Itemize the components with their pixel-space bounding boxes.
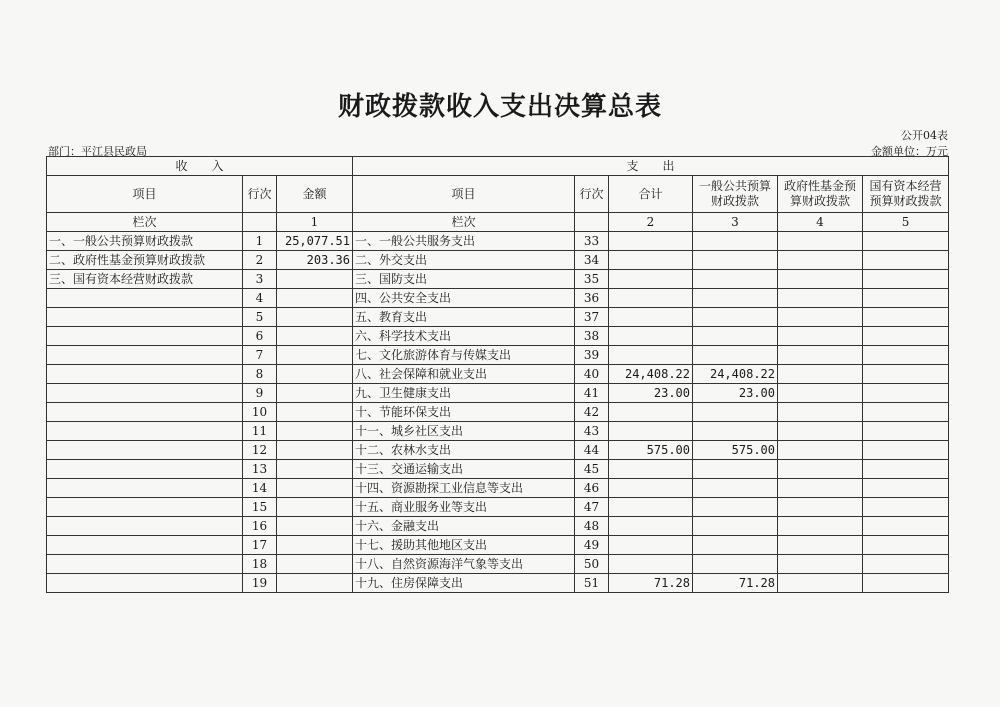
income-amount-cell — [277, 327, 353, 346]
gov-fund-cell — [778, 289, 863, 308]
total-cell: 71.28 — [609, 574, 693, 593]
expense-line-cell: 40 — [575, 365, 609, 384]
total-cell — [609, 479, 693, 498]
expense-item-cell: 六、科学技术支出 — [353, 327, 575, 346]
table-row — [47, 384, 949, 403]
gov-fund-cell — [778, 365, 863, 384]
general-budget-cell — [693, 422, 778, 441]
table-row — [47, 422, 949, 441]
table-row — [47, 289, 949, 308]
general-budget-cell: 24,408.22 — [693, 365, 778, 384]
expense-line-cell: 35 — [575, 270, 609, 289]
table-row — [47, 498, 949, 517]
table-row — [47, 308, 949, 327]
gov-fund-cell — [778, 555, 863, 574]
income-item-cell — [47, 460, 243, 479]
table-row — [47, 346, 949, 365]
unit-label: 金额单位：万元 — [871, 145, 948, 158]
state-capital-cell — [863, 346, 949, 365]
department-label: 部门：平江县民政局 — [48, 145, 147, 158]
income-amount-cell — [277, 403, 353, 422]
income-line-cell: 14 — [243, 479, 277, 498]
expense-item-cell: 五、教育支出 — [353, 308, 575, 327]
expense-line-cell: 48 — [575, 517, 609, 536]
state-capital-cell — [863, 251, 949, 270]
income-line-cell: 7 — [243, 346, 277, 365]
income-item-cell — [47, 517, 243, 536]
state-capital-header: 国有资本经营预算财政拨款 — [863, 176, 949, 213]
expense-item-cell: 三、国防支出 — [353, 270, 575, 289]
gov-fund-cell — [778, 403, 863, 422]
income-column-label: 栏次 — [47, 213, 243, 232]
expense-item-cell: 十八、自然资源海洋气象等支出 — [353, 555, 575, 574]
income-amount-cell — [277, 555, 353, 574]
column-index-5: 5 — [863, 213, 949, 232]
general-budget-cell — [693, 555, 778, 574]
income-line-cell: 16 — [243, 517, 277, 536]
column-header-row — [47, 176, 949, 213]
gov-fund-cell — [778, 441, 863, 460]
gov-fund-cell — [778, 384, 863, 403]
total-cell — [609, 270, 693, 289]
gov-fund-cell — [778, 460, 863, 479]
state-capital-cell — [863, 384, 949, 403]
gov-fund-cell — [778, 308, 863, 327]
general-budget-cell: 23.00 — [693, 384, 778, 403]
state-capital-cell — [863, 289, 949, 308]
income-item-cell — [47, 289, 243, 308]
general-budget-cell — [693, 251, 778, 270]
general-budget-header: 一般公共预算财政拨款 — [693, 176, 778, 213]
gov-fund-cell — [778, 498, 863, 517]
table-row — [47, 555, 949, 574]
income-amount-cell — [277, 460, 353, 479]
income-line-cell: 8 — [243, 365, 277, 384]
table-row — [47, 460, 949, 479]
income-item-cell — [47, 327, 243, 346]
general-budget-cell — [693, 289, 778, 308]
total-cell — [609, 403, 693, 422]
expense-item-cell: 十二、农林水支出 — [353, 441, 575, 460]
state-capital-cell — [863, 555, 949, 574]
state-capital-cell — [863, 479, 949, 498]
total-cell: 575.00 — [609, 441, 693, 460]
total-cell — [609, 232, 693, 251]
income-item-cell — [47, 403, 243, 422]
table-row — [47, 251, 949, 270]
table-row — [47, 365, 949, 384]
expense-header: 支 出 — [353, 157, 949, 176]
income-amount-cell — [277, 422, 353, 441]
income-line-cell: 1 — [243, 232, 277, 251]
income-amount-cell — [277, 365, 353, 384]
income-amount-cell — [277, 536, 353, 555]
table-row — [47, 270, 949, 289]
income-item-cell — [47, 365, 243, 384]
general-budget-cell — [693, 232, 778, 251]
total-cell — [609, 536, 693, 555]
total-header: 合计 — [609, 176, 693, 213]
expense-line-cell: 33 — [575, 232, 609, 251]
state-capital-cell — [863, 365, 949, 384]
income-line-header: 行次 — [243, 176, 277, 213]
income-item-cell — [47, 384, 243, 403]
income-amount-cell — [277, 517, 353, 536]
expense-item-cell: 十一、城乡社区支出 — [353, 422, 575, 441]
income-item-cell — [47, 479, 243, 498]
income-item-cell: 一、一般公共预算财政拨款 — [47, 232, 243, 251]
income-item-cell — [47, 574, 243, 593]
gov-fund-cell — [778, 479, 863, 498]
expense-line-cell: 34 — [575, 251, 609, 270]
income-item-cell — [47, 346, 243, 365]
expense-line-cell: 43 — [575, 422, 609, 441]
expense-item-cell: 十五、商业服务业等支出 — [353, 498, 575, 517]
income-line-cell: 18 — [243, 555, 277, 574]
expense-line-cell: 45 — [575, 460, 609, 479]
table-row — [47, 441, 949, 460]
gov-fund-cell — [778, 327, 863, 346]
income-line-cell: 11 — [243, 422, 277, 441]
income-item-cell: 二、政府性基金预算财政拨款 — [47, 251, 243, 270]
general-budget-cell — [693, 460, 778, 479]
expense-column-blank — [575, 213, 609, 232]
state-capital-cell — [863, 441, 949, 460]
expense-item-cell: 二、外交支出 — [353, 251, 575, 270]
state-capital-cell — [863, 327, 949, 346]
general-budget-cell — [693, 403, 778, 422]
income-line-cell: 2 — [243, 251, 277, 270]
general-budget-cell: 575.00 — [693, 441, 778, 460]
expense-item-cell: 十七、援助其他地区支出 — [353, 536, 575, 555]
state-capital-cell — [863, 308, 949, 327]
income-amount-header: 金额 — [277, 176, 353, 213]
income-line-cell: 19 — [243, 574, 277, 593]
income-amount-cell — [277, 308, 353, 327]
expense-line-header: 行次 — [575, 176, 609, 213]
expense-line-cell: 38 — [575, 327, 609, 346]
total-cell — [609, 517, 693, 536]
expense-line-cell: 46 — [575, 479, 609, 498]
income-line-cell: 12 — [243, 441, 277, 460]
gov-fund-header: 政府性基金预算财政拨款 — [778, 176, 863, 213]
income-item-cell — [47, 536, 243, 555]
gov-fund-cell — [778, 536, 863, 555]
income-line-cell: 9 — [243, 384, 277, 403]
column-index-4: 4 — [778, 213, 863, 232]
table-row — [47, 574, 949, 593]
expense-item-cell: 十四、资源勘探工业信息等支出 — [353, 479, 575, 498]
general-budget-cell: 71.28 — [693, 574, 778, 593]
expense-item-header: 项目 — [353, 176, 575, 213]
income-line-cell: 13 — [243, 460, 277, 479]
income-item-cell — [47, 441, 243, 460]
expense-line-cell: 49 — [575, 536, 609, 555]
income-amount-cell: 203.36 — [277, 251, 353, 270]
gov-fund-cell — [778, 270, 863, 289]
income-line-cell: 3 — [243, 270, 277, 289]
expense-column-label: 栏次 — [353, 213, 575, 232]
expense-line-cell: 50 — [575, 555, 609, 574]
gov-fund-cell — [778, 232, 863, 251]
total-cell — [609, 308, 693, 327]
total-cell — [609, 422, 693, 441]
expense-item-cell: 十九、住房保障支出 — [353, 574, 575, 593]
expense-line-cell: 39 — [575, 346, 609, 365]
general-budget-cell — [693, 517, 778, 536]
column-index-3: 3 — [693, 213, 778, 232]
general-budget-cell — [693, 270, 778, 289]
income-amount-cell — [277, 479, 353, 498]
income-amount-cell: 25,077.51 — [277, 232, 353, 251]
expense-line-cell: 36 — [575, 289, 609, 308]
state-capital-cell — [863, 498, 949, 517]
income-line-cell: 5 — [243, 308, 277, 327]
income-item-cell: 三、国有资本经营财政拨款 — [47, 270, 243, 289]
general-budget-cell — [693, 498, 778, 517]
income-amount-cell — [277, 270, 353, 289]
expense-line-cell: 44 — [575, 441, 609, 460]
gov-fund-cell — [778, 574, 863, 593]
state-capital-cell — [863, 232, 949, 251]
income-column-blank — [243, 213, 277, 232]
total-cell — [609, 498, 693, 517]
income-line-cell: 10 — [243, 403, 277, 422]
state-capital-cell — [863, 517, 949, 536]
expense-item-cell: 七、文化旅游体育与传媒支出 — [353, 346, 575, 365]
income-item-cell — [47, 555, 243, 574]
income-item-header: 项目 — [47, 176, 243, 213]
section-header-row — [47, 157, 949, 176]
income-item-cell — [47, 498, 243, 517]
general-budget-cell — [693, 327, 778, 346]
income-amount-cell — [277, 289, 353, 308]
expense-item-cell: 一、一般公共服务支出 — [353, 232, 575, 251]
state-capital-cell — [863, 422, 949, 441]
expense-line-cell: 41 — [575, 384, 609, 403]
table-row — [47, 536, 949, 555]
page-title: 财政拨款收入支出决算总表 — [337, 92, 662, 122]
total-cell — [609, 327, 693, 346]
expense-item-cell: 十三、交通运输支出 — [353, 460, 575, 479]
table-row — [47, 232, 949, 251]
table-row — [47, 403, 949, 422]
state-capital-cell — [863, 574, 949, 593]
column-index-1: 1 — [277, 213, 353, 232]
income-amount-cell — [277, 441, 353, 460]
income-line-cell: 6 — [243, 327, 277, 346]
gov-fund-cell — [778, 422, 863, 441]
income-line-cell: 15 — [243, 498, 277, 517]
general-budget-cell — [693, 479, 778, 498]
expense-line-cell: 47 — [575, 498, 609, 517]
expense-line-cell: 37 — [575, 308, 609, 327]
state-capital-cell — [863, 536, 949, 555]
expense-item-cell: 十、节能环保支出 — [353, 403, 575, 422]
income-amount-cell — [277, 574, 353, 593]
gov-fund-cell — [778, 346, 863, 365]
expense-line-cell: 42 — [575, 403, 609, 422]
general-budget-cell — [693, 536, 778, 555]
income-amount-cell — [277, 346, 353, 365]
income-line-cell: 17 — [243, 536, 277, 555]
income-amount-cell — [277, 384, 353, 403]
table-row — [47, 327, 949, 346]
general-budget-cell — [693, 346, 778, 365]
form-number: 公开04表 — [901, 129, 948, 142]
general-budget-cell — [693, 308, 778, 327]
total-cell — [609, 346, 693, 365]
column-index-row — [47, 213, 949, 232]
income-item-cell — [47, 308, 243, 327]
budget-table — [46, 156, 949, 593]
income-amount-cell — [277, 498, 353, 517]
gov-fund-cell — [778, 517, 863, 536]
total-cell — [609, 289, 693, 308]
income-header: 收 入 — [47, 157, 353, 176]
total-cell: 24,408.22 — [609, 365, 693, 384]
expense-item-cell: 四、公共安全支出 — [353, 289, 575, 308]
total-cell — [609, 251, 693, 270]
table-row — [47, 517, 949, 536]
state-capital-cell — [863, 270, 949, 289]
total-cell — [609, 460, 693, 479]
state-capital-cell — [863, 403, 949, 422]
state-capital-cell — [863, 460, 949, 479]
total-cell — [609, 555, 693, 574]
expense-item-cell: 十六、金融支出 — [353, 517, 575, 536]
table-row — [47, 479, 949, 498]
column-index-2: 2 — [609, 213, 693, 232]
expense-line-cell: 51 — [575, 574, 609, 593]
gov-fund-cell — [778, 251, 863, 270]
income-line-cell: 4 — [243, 289, 277, 308]
expense-item-cell: 八、社会保障和就业支出 — [353, 365, 575, 384]
expense-item-cell: 九、卫生健康支出 — [353, 384, 575, 403]
total-cell: 23.00 — [609, 384, 693, 403]
income-item-cell — [47, 422, 243, 441]
